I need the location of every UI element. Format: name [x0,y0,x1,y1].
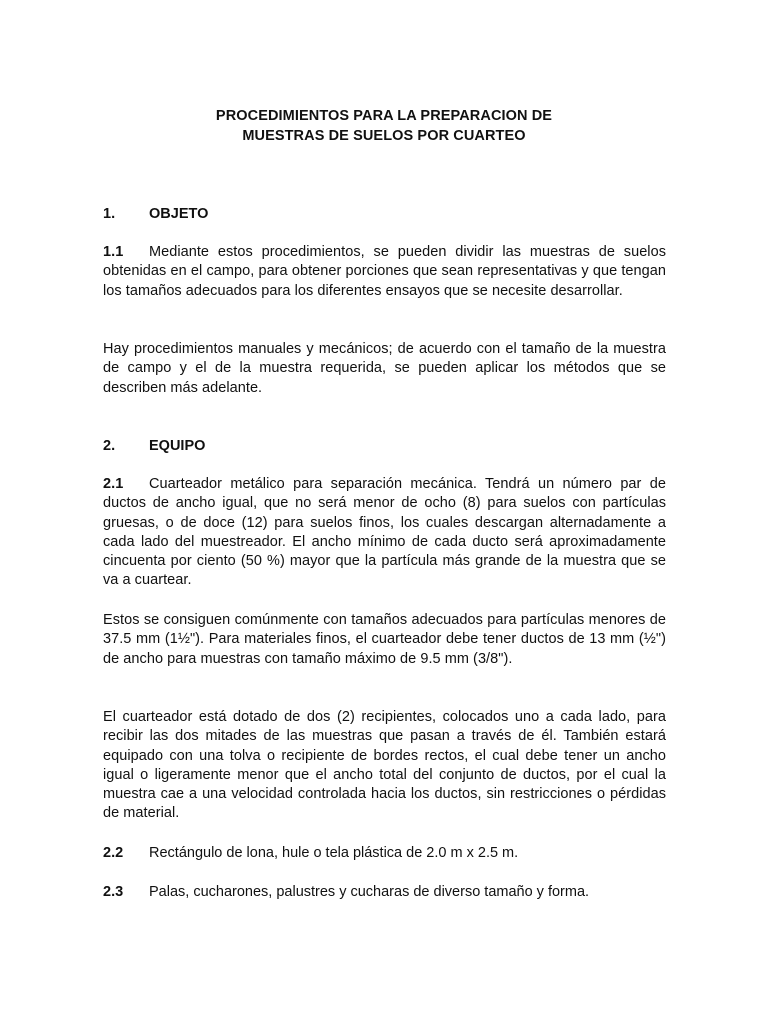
paragraph-number: 2.3 [103,884,124,900]
paragraph-number: 1.1 [103,244,124,260]
paragraph-2-extra-2 [103,708,666,824]
section-heading-objeto [103,204,208,224]
paragraph-number: 2.1 [103,476,124,492]
paragraph-text: Palas, cucharones, palustres y cucharas de diverso tamaño y forma. [149,884,590,900]
paragraph-text: Cuarteador metálico para separación mecánica. Tendrá un número par de ductos de ancho igual, que no será menor de ocho (8) para suelos con partículas gruesas, o de doce (12) para suelos finos, los cuales descargan alternadamente a cada lado del muestreador. El ancho mínimo de cada ducto será aproximadamente cincuenta por ciento (50 %) mayor que la partícula más grande de la muestra que se va a cuartear. [103,476,666,589]
title-line-2: MUESTRAS DE SUELOS POR CUARTEO [242,128,526,144]
section-title: OBJETO [149,206,209,222]
paragraph-text: El cuarteador está dotado de dos (2) recipientes, colocados uno a cada lado, para recibir las dos mitades de las muestras que pasan a través de él. También estará equipado con una tolva o recipiente de bordes rectos, el cual debe tener un ancho igual o ligeramente menor que el ancho total del conjunto de ductos, por el cual la muestra cae a una velocidad controlada hacia los ductos, sin restricciones o pérdidas de material. [103,709,666,822]
document-title [103,106,665,146]
paragraph-text: Estos se consiguen comúnmente con tamaños adecuados para partículas menores de 37.5 mm (1½"). Para materiales finos, el cuarteador debe tener ductos de 13 mm (½") de ancho para muestras con tamaño máximo de 9.5 mm (3/8"). [103,612,666,667]
paragraph-text: Rectángulo de lona, hule o tela plástica de 2.0 m x 2.5 m. [149,845,519,861]
paragraph-2-3 [103,882,666,902]
section-heading-equipo [103,436,205,456]
section-number: 2. [103,438,116,454]
paragraph-1-extra [103,340,666,398]
title-line-1: PROCEDIMIENTOS PARA LA PREPARACION DE [215,108,553,124]
paragraph-2-extra-1 [103,611,666,669]
paragraph-text: Mediante estos procedimientos, se pueden dividir las muestras de suelos obtenidas en el campo, para obtener porciones que sean representativas y que tengan los tamaños adecuados para los diferentes ensayos que se necesite desarrollar. [103,244,666,299]
paragraph-text: Hay procedimientos manuales y mecánicos; de acuerdo con el tamaño de la muestra de campo y el de la muestra requerida, se pueden aplicar los métodos que se describen más adelante. [103,341,666,396]
paragraph-1-1 [103,243,666,301]
section-title: EQUIPO [149,438,206,454]
paragraph-2-1 [103,475,666,591]
paragraph-number: 2.2 [103,845,124,861]
paragraph-2-2 [103,843,666,863]
section-number: 1. [103,206,116,222]
